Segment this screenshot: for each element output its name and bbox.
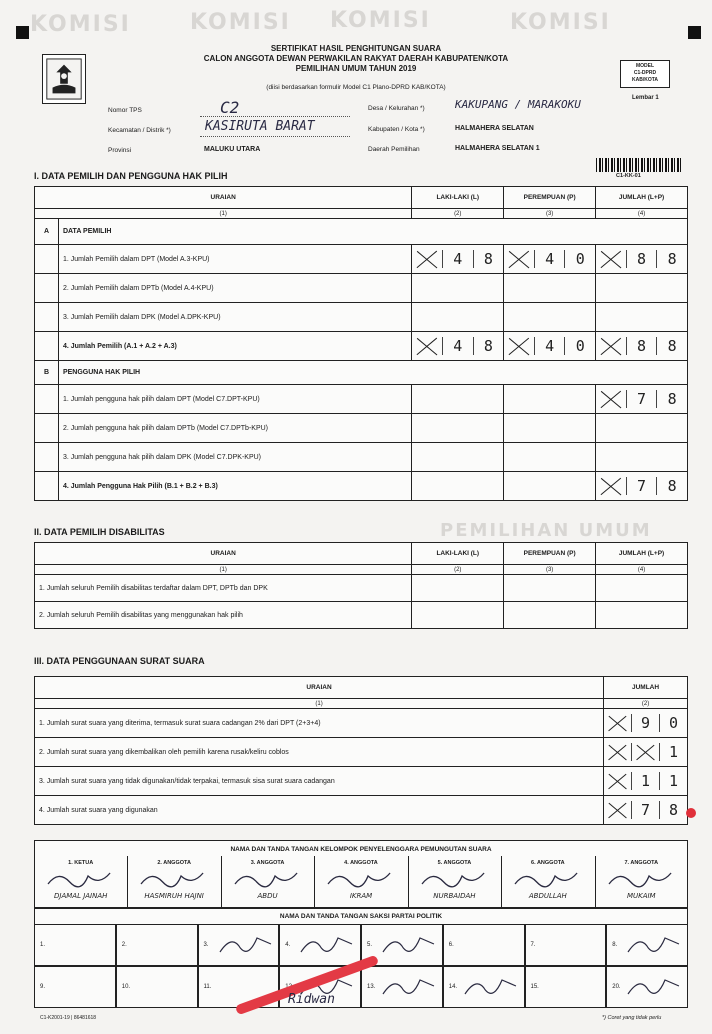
watermark: KOMISI	[30, 12, 131, 37]
entry-boxes[interactable]	[604, 801, 687, 819]
entry-boxes[interactable]	[604, 743, 687, 761]
table-row	[35, 709, 688, 738]
watermark: KOMISI	[510, 10, 611, 35]
member-role: 6. ANGGOTA	[531, 860, 565, 866]
footer-code: C1-K2001-19 | 86481618	[40, 1015, 97, 1021]
digit-box[interactable]: 8	[626, 250, 657, 268]
signature-scribble	[299, 930, 355, 960]
row-label: 4. Jumlah Pengguna Hak Pilih (B.1 + B.2 + B.3)	[58, 472, 411, 501]
signature-scribble	[381, 930, 437, 960]
col-number: (3)	[504, 565, 596, 575]
digit-box[interactable]: 0	[659, 714, 687, 732]
row-label: 1. Jumlah surat suara yang diterima, termasuk surat suara cadangan 2% dari DPT (2+3+4)	[35, 709, 604, 738]
barcode-label: C1-KK-01	[616, 173, 641, 179]
member-name: IKRAM	[349, 892, 373, 900]
digit-box[interactable]: 8	[473, 337, 504, 355]
form-subtitle: (diisi berdasarkan formulir Model C1 Plano-DPRD KAB/KOTA)	[266, 84, 446, 91]
digit-box[interactable]: 7	[626, 390, 657, 408]
col-header: PEREMPUAN (P)	[504, 187, 596, 209]
row-label: 1. Jumlah pengguna hak pilih dalam DPT (Model C7.DPT-KPU)	[58, 385, 411, 414]
tps-value[interactable]: C2	[220, 98, 240, 117]
kecamatan-line	[200, 136, 350, 137]
member-role: 2. ANGGOTA	[157, 860, 191, 866]
entry-boxes[interactable]	[596, 337, 687, 355]
row-label: 3. Jumlah Pemilih dalam DPK (Model A.DPK-KPU)	[58, 303, 411, 332]
digit-box[interactable]: 8	[656, 250, 687, 268]
signature-scribble	[511, 868, 584, 890]
cross-mark-icon[interactable]	[596, 477, 626, 495]
signature-scribble	[218, 930, 274, 960]
entry-boxes[interactable]	[504, 337, 595, 355]
col-number: (2)	[604, 699, 688, 709]
member-role: 1. KETUA	[68, 860, 94, 866]
saksi-number: 1.	[40, 942, 46, 948]
digit-box[interactable]: 4	[534, 337, 565, 355]
title-line: PEMILIHAN UMUM TAHUN 2019	[295, 64, 417, 73]
kecamatan-value[interactable]: KASIRUTA BARAT	[205, 119, 315, 134]
entry-boxes[interactable]	[604, 772, 687, 790]
table-row	[35, 472, 688, 501]
section-letter: A	[35, 219, 59, 245]
section-b-title: PENGGUNA HAK PILIH	[58, 361, 687, 385]
desa-value[interactable]: KAKUPANG / MARAKOKU	[455, 98, 581, 111]
kpu-logo-icon	[42, 54, 86, 104]
model-line: MODEL	[635, 63, 655, 69]
form-title	[170, 44, 542, 74]
kabupaten-value: HALMAHERA SELATAN	[455, 125, 534, 132]
section-3-title: III. DATA PENGGUNAAN SURAT SUARA	[34, 656, 205, 666]
table-row	[35, 602, 688, 629]
saksi-cell[interactable]	[34, 966, 116, 1008]
table-row	[35, 274, 688, 303]
section-2-table	[34, 542, 688, 629]
row-label: 4. Jumlah surat suara yang digunakan	[35, 796, 604, 825]
saksi-number: 9.	[40, 984, 46, 990]
signature-scribble	[626, 930, 682, 960]
table-row	[35, 414, 688, 443]
digit-box[interactable]: 4	[442, 337, 473, 355]
saksi-cell[interactable]	[116, 924, 198, 966]
saksi-number: 8.	[612, 942, 618, 948]
sheet-number: Lembar 1	[632, 95, 659, 101]
row-label: 1. Jumlah seluruh Pemilih disabilitas terdaftar dalam DPT, DPTb dan DPK	[35, 575, 412, 602]
signature-scribble	[626, 972, 682, 1002]
section-1-title: I. DATA PEMILIH DAN PENGGUNA HAK PILIH	[34, 171, 228, 181]
col-header: JUMLAH	[604, 677, 688, 699]
saksi-number: 5.	[367, 942, 373, 948]
daerah-value: HALMAHERA SELATAN 1	[455, 145, 540, 152]
entry-boxes[interactable]	[412, 250, 503, 268]
saksi-cell[interactable]	[34, 924, 116, 966]
digit-box[interactable]: 8	[656, 337, 687, 355]
entry-boxes[interactable]	[412, 337, 503, 355]
kabupaten-label: Kabupaten / Kota *)	[368, 126, 425, 133]
digit-box[interactable]: 8	[659, 801, 687, 819]
col-header: URAIAN	[35, 677, 604, 699]
digit-box[interactable]: 8	[656, 477, 687, 495]
cross-mark-icon[interactable]	[412, 337, 442, 355]
col-number: (1)	[35, 209, 412, 219]
col-header: LAKI-LAKI (L)	[412, 543, 504, 565]
saksi-number: 4.	[285, 942, 291, 948]
digit-box[interactable]: 8	[626, 337, 657, 355]
digit-box[interactable]: 7	[626, 477, 657, 495]
saksi-cell[interactable]	[525, 924, 607, 966]
cross-mark-icon[interactable]	[412, 250, 442, 268]
cross-mark-icon[interactable]	[504, 250, 534, 268]
col-number: (1)	[35, 699, 604, 709]
section-a-title: DATA PEMILIH	[58, 219, 687, 245]
saksi-number: 14.	[448, 984, 458, 990]
digit-box[interactable]: 1	[659, 743, 687, 761]
digit-box[interactable]: 8	[656, 390, 687, 408]
table-row	[35, 303, 688, 332]
tps-label: Nomor TPS	[108, 107, 142, 114]
member-role: 5. ANGGOTA	[437, 860, 472, 866]
model-box	[620, 60, 670, 88]
col-header: JUMLAH (L+P)	[596, 187, 688, 209]
col-number: (2)	[412, 565, 504, 575]
saksi-number: 3.	[203, 942, 209, 948]
model-line: C1-DPRD	[633, 70, 657, 76]
saksi-number: 11.	[203, 984, 212, 990]
member-role: 3. ANGGOTA	[250, 860, 285, 866]
digit-box[interactable]: 4	[534, 250, 565, 268]
table-row	[35, 767, 688, 796]
cross-mark-icon[interactable]	[596, 250, 626, 268]
saksi-number: 6.	[448, 942, 454, 948]
member-name: MUKAIM	[626, 892, 656, 900]
digit-box[interactable]: 1	[659, 772, 687, 790]
signature-scribble	[418, 868, 491, 890]
table-row	[35, 738, 688, 767]
member-role: 4. ANGGOTA	[344, 860, 378, 866]
cross-mark-icon[interactable]	[596, 390, 626, 408]
member-name: HASMIRUH HAJNI	[144, 892, 204, 900]
row-label: 3. Jumlah surat suara yang tidak digunakan/tidak terpakai, termasuk sisa surat suara cadangan	[35, 767, 604, 796]
signature-scribble	[605, 868, 678, 890]
provinsi-value: MALUKU UTARA	[204, 146, 261, 153]
cross-mark-icon[interactable]	[604, 743, 631, 761]
saksi-number: 15.	[530, 984, 539, 990]
saksi-number: 20.	[612, 984, 621, 990]
table-row	[35, 443, 688, 472]
digit-box[interactable]: 1	[631, 772, 659, 790]
member-name: ABDULLAH	[528, 892, 567, 900]
cross-mark-icon[interactable]	[631, 743, 659, 761]
digit-box[interactable]: 8	[473, 250, 504, 268]
member-name: NURBAIDAH	[433, 892, 476, 900]
entry-boxes[interactable]	[596, 390, 687, 408]
provinsi-label: Provinsi	[108, 147, 132, 154]
col-header: LAKI-LAKI (L)	[412, 187, 504, 209]
saksi-cell[interactable]	[443, 924, 525, 966]
row-label: 2. Jumlah Pemilih dalam DPTb (Model A.4-KPU)	[58, 274, 411, 303]
signature-scribble	[137, 868, 210, 890]
cross-mark-icon[interactable]	[604, 801, 631, 819]
col-number: (4)	[596, 565, 688, 575]
col-header: URAIAN	[35, 187, 412, 209]
kecamatan-label: Kecamatan / Distrik *)	[108, 127, 171, 134]
signature-scribble	[463, 972, 519, 1002]
digit-box[interactable]: 4	[442, 250, 473, 268]
col-header: URAIAN	[35, 543, 412, 565]
cross-mark-icon[interactable]	[504, 337, 534, 355]
table-row	[35, 245, 688, 274]
row-label: 4. Jumlah Pemilih (A.1 + A.2 + A.3)	[58, 332, 411, 361]
watermark: KOMISI	[190, 10, 291, 35]
entry-boxes[interactable]	[504, 250, 595, 268]
saksi-number: 13.	[367, 984, 376, 990]
cross-mark-icon[interactable]	[596, 337, 626, 355]
cross-mark-icon[interactable]	[604, 772, 631, 790]
saksi-number: 10.	[121, 984, 131, 990]
col-header: PEREMPUAN (P)	[504, 543, 596, 565]
corner-marker	[16, 26, 29, 39]
watermark: PEMILIHAN UMUM	[440, 520, 652, 541]
red-dot-mark	[686, 808, 696, 818]
saksi-name-note: Ridwan	[288, 992, 335, 1007]
digit-box[interactable]: 0	[564, 250, 595, 268]
table-row	[35, 385, 688, 414]
kpps-title: NAMA DAN TANDA TANGAN KELOMPOK PENYELENGGARA PEMUNGUTAN SUARA	[230, 846, 492, 853]
entry-boxes[interactable]	[604, 714, 687, 732]
col-number: (4)	[596, 209, 688, 219]
signature-scribble	[231, 868, 304, 890]
row-label: 3. Jumlah pengguna hak pilih dalam DPK (Model C7.DPK-KPU)	[58, 443, 411, 472]
col-number: (2)	[412, 209, 504, 219]
table-row	[35, 796, 688, 825]
digit-box[interactable]: 7	[631, 801, 659, 819]
saksi-number: 2.	[121, 942, 127, 948]
member-name: DJAMAL JAINAH	[54, 892, 108, 900]
cross-mark-icon[interactable]	[604, 714, 631, 732]
section-2-title: II. DATA PEMILIH DISABILITAS	[34, 527, 165, 537]
row-label: 2. Jumlah pengguna hak pilih dalam DPTb (Model C7.DPTb-KPU)	[58, 414, 411, 443]
digit-box[interactable]: 9	[631, 714, 659, 732]
daerah-label: Daerah Pemilihan	[368, 146, 420, 153]
barcode-icon	[596, 158, 682, 172]
col-header: JUMLAH (L+P)	[596, 543, 688, 565]
table-row	[35, 332, 688, 361]
section-3-table	[34, 676, 688, 825]
desa-label: Desa / Kelurahan *)	[368, 105, 425, 112]
col-number: (1)	[35, 565, 412, 575]
col-number: (3)	[504, 209, 596, 219]
signature-scribble	[324, 868, 397, 890]
title-line: SERTIFIKAT HASIL PENGHITUNGAN SUARA	[270, 44, 442, 53]
row-label: 2. Jumlah surat suara yang dikembalikan oleh pemilih karena rusak/keliru coblos	[35, 738, 604, 767]
row-label: 2. Jumlah seluruh Pemilih disabilitas yang menggunakan hak pilih	[35, 602, 412, 629]
watermark: KOMISI	[330, 8, 431, 33]
tps-line	[200, 116, 350, 117]
member-name: ABDU	[257, 892, 278, 900]
corner-marker	[688, 26, 701, 39]
model-line: KAB/KOTA	[631, 77, 658, 83]
footer-note: *) Coret yang tidak perlu	[602, 1015, 662, 1021]
signature-scribble	[44, 868, 117, 890]
section-1-table	[34, 186, 688, 501]
section-letter: B	[35, 361, 59, 385]
saksi-number: 7.	[530, 942, 536, 948]
entry-boxes[interactable]	[596, 477, 687, 495]
title-line: CALON ANGGOTA DEWAN PERWAKILAN RAKYAT DAERAH KABUPATEN/KOTA	[203, 54, 509, 63]
saksi-title: NAMA DAN TANDA TANGAN SAKSI PARTAI POLITIK	[279, 913, 443, 920]
row-label: 1. Jumlah Pemilih dalam DPT (Model A.3-KPU)	[58, 245, 411, 274]
table-row	[35, 575, 688, 602]
member-role: 7. ANGGOTA	[624, 860, 659, 866]
signature-scribble	[381, 972, 437, 1002]
entry-boxes[interactable]	[596, 250, 687, 268]
digit-box[interactable]: 0	[564, 337, 595, 355]
